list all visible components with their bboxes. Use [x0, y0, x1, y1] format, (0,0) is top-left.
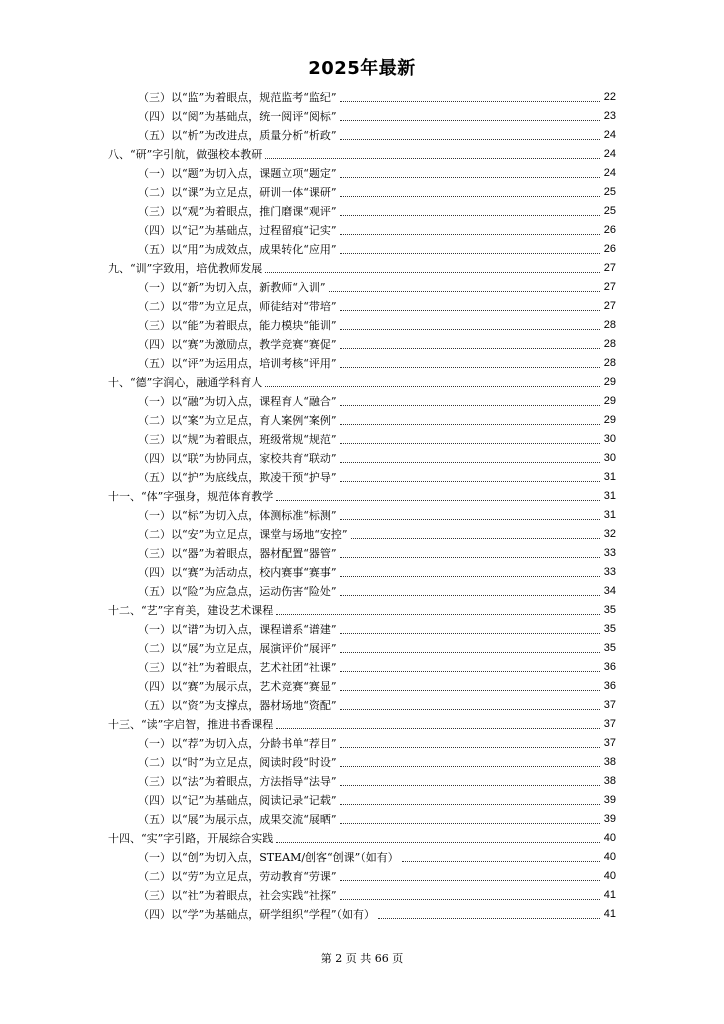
toc-subsection-entry[interactable] [108, 905, 616, 924]
toc-subsection-entry[interactable] [108, 791, 616, 810]
toc-dot-leader [340, 233, 601, 235]
toc-page-number: 41 [603, 889, 616, 901]
toc-page-number: 33 [603, 566, 616, 578]
toc-page-number: 24 [603, 129, 616, 141]
toc-dot-leader [340, 138, 601, 140]
toc-subsection-entry[interactable] [108, 677, 616, 696]
toc-subsection-entry[interactable] [108, 810, 616, 829]
toc-entry-label: （一）以“谱”为切入点，课程谱系“谱建” [138, 623, 337, 636]
toc-entry-label: （三）以“器”为着眼点，器材配置“器管” [138, 547, 337, 560]
toc-dot-leader [340, 347, 601, 349]
table-of-contents [108, 88, 616, 924]
toc-entry-label: （五）以“资”为支撑点，器材场地“资配” [138, 699, 337, 712]
toc-entry-label: （二）以“时”为立足点，阅读时段“时设” [138, 756, 337, 769]
toc-dot-leader [340, 518, 601, 520]
toc-dot-leader [340, 898, 601, 900]
toc-entry-label: （三）以“规”为着眼点，班级常规“规范” [138, 433, 337, 446]
toc-page-number: 23 [603, 110, 616, 122]
toc-entry-label: 十二、“艺”字育美，建设艺术课程 [108, 604, 274, 617]
toc-section-entry[interactable] [108, 715, 616, 734]
toc-page-number: 31 [603, 490, 616, 502]
toc-dot-leader [340, 784, 601, 786]
toc-subsection-entry[interactable] [108, 202, 616, 221]
toc-dot-leader [276, 499, 600, 501]
toc-entry-label: （二）以“展”为立足点，展演评价“展评” [138, 642, 337, 655]
toc-entry-label: （四）以“联”为协同点，家校共育“联动” [138, 452, 337, 465]
toc-subsection-entry[interactable] [108, 468, 616, 487]
toc-dot-leader [340, 328, 601, 330]
toc-entry-label: （二）以“劳”为立足点，劳动教育“劳课” [138, 870, 337, 883]
toc-page-number: 40 [603, 832, 616, 844]
toc-page-number: 35 [603, 642, 616, 654]
toc-page-number: 29 [603, 414, 616, 426]
toc-dot-leader [340, 461, 601, 463]
toc-subsection-entry[interactable] [108, 221, 616, 240]
toc-page-number: 37 [603, 718, 616, 730]
toc-page-number: 30 [603, 452, 616, 464]
toc-dot-leader [340, 651, 601, 653]
toc-dot-leader [340, 119, 601, 121]
toc-subsection-entry[interactable] [108, 335, 616, 354]
toc-section-entry[interactable] [108, 373, 616, 392]
toc-section-entry[interactable] [108, 145, 616, 164]
toc-entry-label: （二）以“带”为立足点，师徒结对“带培” [138, 300, 337, 313]
toc-subsection-entry[interactable] [108, 867, 616, 886]
toc-subsection-entry[interactable] [108, 582, 616, 601]
toc-subsection-entry[interactable] [108, 848, 616, 867]
toc-page-number: 35 [603, 623, 616, 635]
toc-page-number: 24 [603, 167, 616, 179]
toc-subsection-entry[interactable] [108, 639, 616, 658]
toc-entry-label: 八、“研”字引航，做强校本教研 [108, 148, 263, 161]
toc-page-number: 27 [603, 281, 616, 293]
toc-entry-label: （四）以“记”为基础点，阅读记录“记载” [138, 794, 337, 807]
toc-subsection-entry[interactable] [108, 734, 616, 753]
toc-entry-label: （四）以“赛”为展示点，艺术竞赛“赛显” [138, 680, 337, 693]
toc-entry-label: （一）以“荐”为切入点，分龄书单“荐目” [138, 737, 337, 750]
toc-entry-label: （三）以“能”为着眼点，能力模块“能训” [138, 319, 337, 332]
toc-entry-label: （二）以“课”为立足点，研训一体“课研” [138, 186, 337, 199]
toc-subsection-entry[interactable] [108, 126, 616, 145]
toc-dot-leader [402, 860, 600, 862]
toc-dot-leader [340, 309, 601, 311]
toc-page-number: 39 [603, 794, 616, 806]
toc-dot-leader [340, 670, 601, 672]
toc-page-number: 29 [603, 395, 616, 407]
toc-entry-label: （三）以“监”为着眼点，规范监考“监纪” [138, 91, 337, 104]
toc-page-number: 33 [603, 547, 616, 559]
toc-page-number: 31 [603, 509, 616, 521]
toc-subsection-entry[interactable] [108, 88, 616, 107]
toc-entry-label: （四）以“记”为基础点，过程留痕“记实” [138, 224, 337, 237]
toc-dot-leader [340, 594, 601, 596]
toc-page-number: 28 [603, 319, 616, 331]
toc-dot-leader [340, 822, 601, 824]
toc-subsection-entry[interactable] [108, 525, 616, 544]
toc-page-number: 35 [603, 604, 616, 616]
toc-entry-label: （三）以“法”为着眼点，方法指导“法导” [138, 775, 337, 788]
toc-page-number: 25 [603, 186, 616, 198]
toc-subsection-entry[interactable] [108, 297, 616, 316]
toc-entry-label: （一）以“创”为切入点，STEAM/创客“创课”（如有） [138, 851, 399, 864]
toc-entry-label: （五）以“评”为运用点，培训考核“评用” [138, 357, 337, 370]
toc-page-number: 38 [603, 775, 616, 787]
toc-entry-label: （四）以“阅”为基础点，统一阅评“阅标” [138, 110, 337, 123]
toc-entry-label: （五）以“护”为底线点，欺凌干预“护导” [138, 471, 337, 484]
toc-subsection-entry[interactable] [108, 696, 616, 715]
toc-section-entry[interactable] [108, 487, 616, 506]
toc-dot-leader [340, 879, 601, 881]
toc-subsection-entry[interactable] [108, 772, 616, 791]
toc-page-number: 34 [603, 585, 616, 597]
toc-page-number: 27 [603, 300, 616, 312]
toc-page-number: 31 [603, 471, 616, 483]
toc-page-number: 40 [603, 870, 616, 882]
toc-subsection-entry[interactable] [108, 544, 616, 563]
toc-entry-label: （四）以“赛”为活动点，校内赛事“赛事” [138, 566, 337, 579]
toc-page-number: 39 [603, 813, 616, 825]
toc-page-number: 37 [603, 699, 616, 711]
toc-page-number: 26 [603, 243, 616, 255]
toc-entry-label: （一）以“融”为切入点，课程育人“融合” [138, 395, 337, 408]
toc-dot-leader [340, 556, 601, 558]
toc-subsection-entry[interactable] [108, 107, 616, 126]
toc-entry-label: （四）以“赛”为激励点，教学竞赛“赛促” [138, 338, 337, 351]
toc-dot-leader [340, 252, 601, 254]
toc-entry-label: 十三、“读”字启智，推进书香课程 [108, 718, 274, 731]
toc-section-entry[interactable] [108, 259, 616, 278]
toc-page-number: 32 [603, 528, 616, 540]
toc-dot-leader [276, 841, 600, 843]
toc-dot-leader [340, 803, 601, 805]
page-title: 2025年最新 [308, 58, 416, 79]
toc-entry-label: （五）以“展”为展示点，成果交流“展晒” [138, 813, 337, 826]
toc-dot-leader [276, 613, 600, 615]
toc-page-number: 24 [603, 148, 616, 160]
toc-dot-leader [340, 480, 601, 482]
toc-dot-leader [340, 708, 601, 710]
toc-subsection-entry[interactable] [108, 316, 616, 335]
toc-subsection-entry[interactable] [108, 183, 616, 202]
toc-page-number: 28 [603, 338, 616, 350]
toc-page-number: 41 [603, 908, 616, 920]
toc-page-number: 38 [603, 756, 616, 768]
page-footer: 第 2 页 共 66 页 [320, 952, 404, 965]
toc-dot-leader [340, 689, 601, 691]
toc-dot-leader [340, 632, 601, 634]
toc-entry-label: 九、“训”字致用，培优教师发展 [108, 262, 263, 275]
toc-dot-leader [340, 765, 601, 767]
toc-subsection-entry[interactable] [108, 449, 616, 468]
toc-entry-label: （二）以“安”为立足点，课堂与场地“安控” [138, 528, 348, 541]
toc-page-number: 36 [603, 661, 616, 673]
toc-subsection-entry[interactable] [108, 392, 616, 411]
toc-dot-leader [340, 423, 601, 425]
toc-dot-leader [340, 176, 601, 178]
toc-dot-leader [378, 917, 600, 919]
toc-subsection-entry[interactable] [108, 658, 616, 677]
toc-dot-leader [340, 214, 601, 216]
toc-page-number: 27 [603, 262, 616, 274]
toc-subsection-entry[interactable] [108, 430, 616, 449]
toc-subsection-entry[interactable] [108, 886, 616, 905]
toc-dot-leader [340, 746, 601, 748]
toc-dot-leader [340, 404, 601, 406]
toc-page-number: 29 [603, 376, 616, 388]
toc-dot-leader [340, 195, 601, 197]
toc-dot-leader [265, 271, 600, 273]
toc-page-number: 28 [603, 357, 616, 369]
toc-entry-label: （一）以“新”为切入点，新教师“入训” [138, 281, 326, 294]
toc-entry-label: （五）以“用”为成效点，成果转化“应用” [138, 243, 337, 256]
toc-dot-leader [340, 100, 601, 102]
toc-subsection-entry[interactable] [108, 354, 616, 373]
toc-subsection-entry[interactable] [108, 563, 616, 582]
toc-entry-label: （五）以“险”为应急点，运动伤害“险处” [138, 585, 337, 598]
toc-page-number: 40 [603, 851, 616, 863]
toc-entry-label: （四）以“学”为基础点，研学组织“学程”（如有） [138, 908, 375, 921]
toc-entry-label: 十四、“实”字引路，开展综合实践 [108, 832, 274, 845]
toc-entry-label: （一）以“标”为切入点，体测标准“标测” [138, 509, 337, 522]
toc-page-number: 25 [603, 205, 616, 217]
toc-dot-leader [265, 385, 600, 387]
toc-entry-label: 十、“德”字润心，融通学科育人 [108, 376, 263, 389]
toc-page-number: 36 [603, 680, 616, 692]
toc-entry-label: （二）以“案”为立足点，育人案例“案例” [138, 414, 337, 427]
toc-page-number: 22 [603, 91, 616, 103]
toc-dot-leader [340, 575, 601, 577]
toc-subsection-entry[interactable] [108, 753, 616, 772]
toc-entry-label: （三）以“社”为着眼点，艺术社团“社课” [138, 661, 337, 674]
toc-subsection-entry[interactable] [108, 240, 616, 259]
toc-entry-label: （三）以“社”为着眼点，社会实践“社探” [138, 889, 337, 902]
toc-subsection-entry[interactable] [108, 506, 616, 525]
toc-subsection-entry[interactable] [108, 164, 616, 183]
toc-dot-leader [329, 290, 601, 292]
toc-page-number: 26 [603, 224, 616, 236]
toc-dot-leader [340, 442, 601, 444]
toc-section-entry[interactable] [108, 601, 616, 620]
toc-subsection-entry[interactable] [108, 278, 616, 297]
toc-entry-label: （三）以“观”为着眼点，推门磨课“观评” [138, 205, 337, 218]
toc-entry-label: 十一、“体”字强身，规范体育教学 [108, 490, 274, 503]
toc-page-number: 37 [603, 737, 616, 749]
toc-dot-leader [340, 366, 601, 368]
toc-page-number: 30 [603, 433, 616, 445]
toc-subsection-entry[interactable] [108, 620, 616, 639]
toc-entry-label: （一）以“题”为切入点，课题立项“题定” [138, 167, 337, 180]
toc-entry-label: （五）以“析”为改进点，质量分析“析政” [138, 129, 337, 142]
toc-section-entry[interactable] [108, 829, 616, 848]
toc-dot-leader [265, 157, 600, 159]
toc-dot-leader [351, 537, 601, 539]
toc-dot-leader [276, 727, 600, 729]
toc-subsection-entry[interactable] [108, 411, 616, 430]
